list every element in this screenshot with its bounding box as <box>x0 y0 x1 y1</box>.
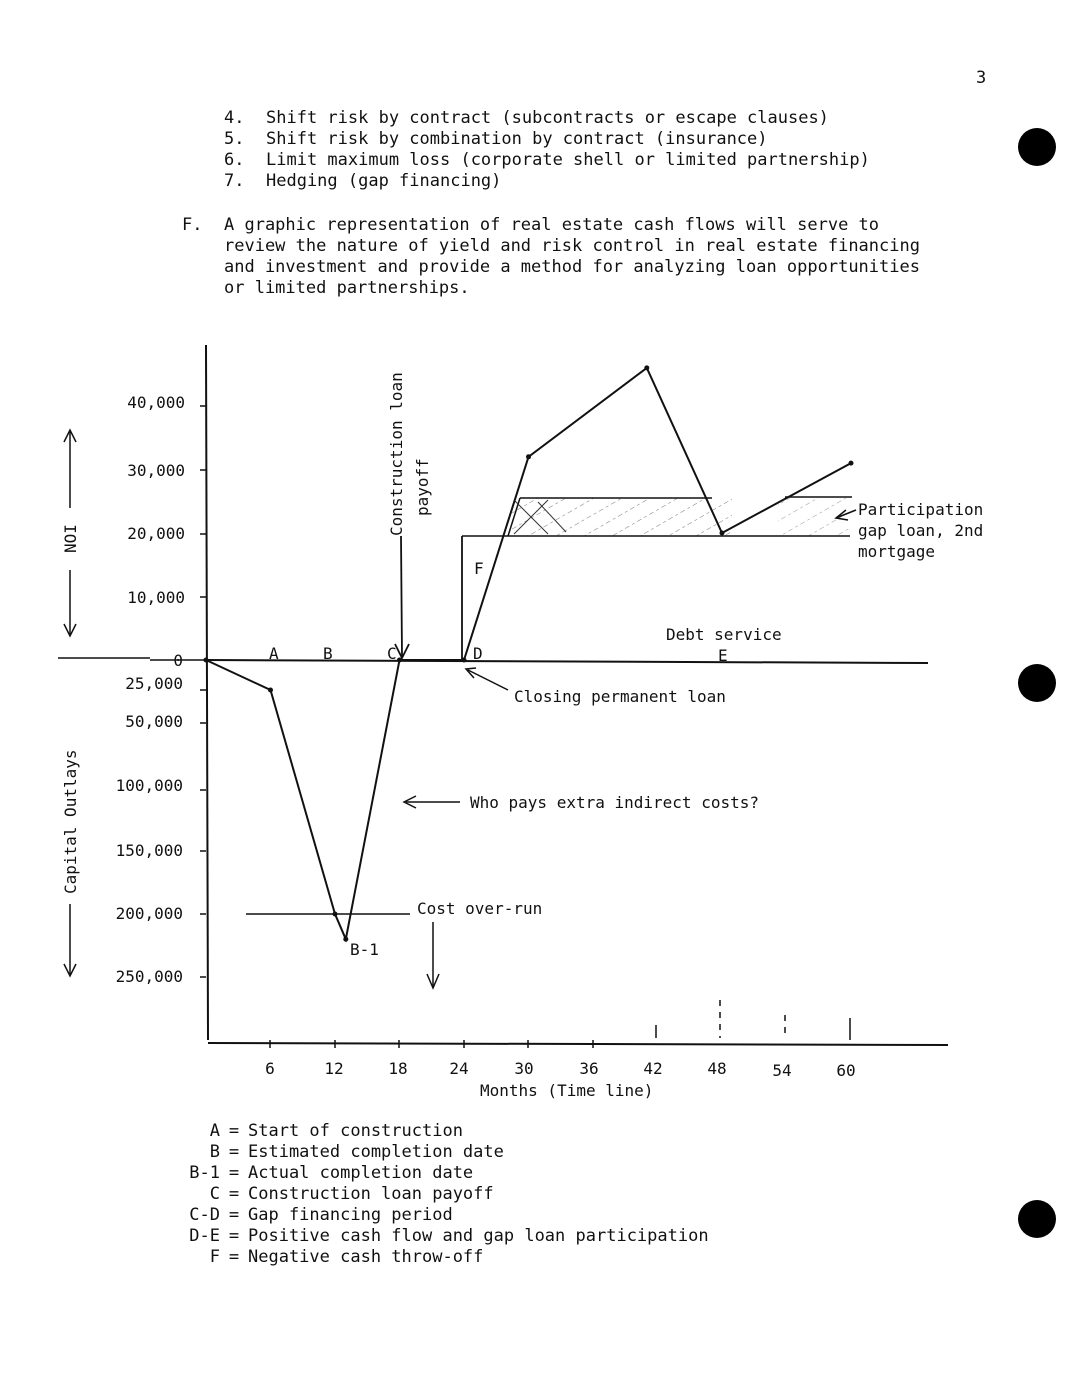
x-tick-label: 18 <box>388 1059 408 1078</box>
y-tick-label: 20,000 <box>127 524 185 543</box>
paragraph-label: F. <box>182 215 203 235</box>
list-num: 5. <box>224 129 245 149</box>
point-label-e: E <box>718 646 728 665</box>
capital-outlays-arrows <box>64 904 76 976</box>
list-num: 6. <box>224 150 245 170</box>
cash-flow-point <box>343 937 348 942</box>
cash-flow-point <box>268 688 273 693</box>
legend-key: C <box>209 1184 220 1204</box>
paragraph-line: review the nature of yield and risk control in real estate financing <box>224 236 920 256</box>
x-tick-label: 24 <box>449 1059 469 1078</box>
y-tick-label: 100,000 <box>115 776 183 795</box>
debt-service-label: Debt service <box>666 625 782 644</box>
legend-row <box>150 1205 453 1226</box>
legend-row <box>150 1121 463 1142</box>
list-item: Hedging (gap financing) <box>266 171 502 191</box>
mortgage-label: mortgage <box>858 542 936 561</box>
list-num: 4. <box>224 108 245 128</box>
legend-key: F <box>209 1247 220 1267</box>
cash-flow-point <box>849 461 854 466</box>
point-label-f: F <box>474 559 484 578</box>
payoff-label: payoff <box>413 458 432 516</box>
paragraph-line: or limited partnerships. <box>224 278 470 298</box>
who-pays-label: Who pays extra indirect costs? <box>470 793 759 812</box>
gap-loan-label: gap loan, 2nd <box>858 521 984 540</box>
cash-flow-point <box>204 658 209 663</box>
legend-text: Negative cash throw-off <box>248 1247 484 1267</box>
point-label-c: C <box>387 644 397 663</box>
paragraph-line: A graphic representation of real estate cash flows will serve to <box>224 215 880 235</box>
legend-key: B-1 <box>189 1163 220 1183</box>
point-label-d: D <box>473 644 483 663</box>
point-label-a: A <box>269 644 279 663</box>
y-tick-label: 250,000 <box>115 967 183 986</box>
closing-label: Closing permanent loan <box>514 687 726 706</box>
legend-eq: = <box>228 1226 240 1246</box>
y-axis <box>206 345 208 1040</box>
point-label-b: B <box>323 644 333 663</box>
legend-row <box>150 1142 504 1163</box>
list-item: Limit maximum loss (corporate shell or limited partnership) <box>266 150 870 170</box>
cash-flow-point <box>644 365 649 370</box>
legend-row <box>150 1226 709 1247</box>
legend-eq: = <box>228 1121 240 1141</box>
legend-text: Actual completion date <box>248 1163 474 1183</box>
legend-text: Gap financing period <box>248 1205 453 1225</box>
cash-flow-point <box>462 658 467 663</box>
x-axis <box>208 1043 948 1045</box>
legend-text: Construction loan payoff <box>248 1184 494 1204</box>
legend-key: C-D <box>189 1205 220 1225</box>
payoff-arrow-line <box>401 536 402 656</box>
list-item: Shift risk by combination by contract (insurance) <box>266 129 768 149</box>
y-tick-label: 40,000 <box>127 393 185 412</box>
x-tick-label: 12 <box>324 1059 344 1078</box>
x-tick-label: 48 <box>707 1059 727 1078</box>
cash-flow-points <box>204 365 854 941</box>
zero-axis <box>206 660 928 663</box>
y-tick-label: 25,000 <box>125 674 183 693</box>
legend-row <box>150 1247 483 1268</box>
legend-eq: = <box>228 1205 240 1225</box>
legend-eq: = <box>228 1142 240 1162</box>
paragraph-line: and investment and provide a method for analyzing loan opportunities <box>224 257 920 277</box>
x-tick-label: 6 <box>265 1059 275 1078</box>
noi-label: NOI <box>61 524 80 553</box>
y-tick-label: 30,000 <box>127 461 185 480</box>
x-axis-label: Months (Time line) <box>480 1081 654 1100</box>
legend-row <box>150 1184 494 1205</box>
legend-key: B <box>209 1142 220 1162</box>
page-number: 3 <box>976 68 987 88</box>
construction-loan-label: Construction loan <box>387 372 406 536</box>
y-tick-label: 200,000 <box>115 904 183 923</box>
cash-flow-point <box>526 454 531 459</box>
closing-pointer <box>468 670 508 690</box>
x-ticks <box>270 1000 850 1048</box>
cash-flow-point <box>720 531 725 536</box>
point-label-b1: B-1 <box>350 940 379 959</box>
cost-overrun-label: Cost over-run <box>417 899 543 918</box>
legend-text: Estimated completion date <box>248 1142 504 1162</box>
y-tick-label: 150,000 <box>115 841 183 860</box>
x-tick-label: 30 <box>514 1059 534 1078</box>
list-num: 7. <box>224 171 245 191</box>
legend-eq: = <box>228 1247 240 1267</box>
legend-text: Positive cash flow and gap loan participation <box>248 1226 709 1246</box>
x-tick-label: 60 <box>836 1061 856 1080</box>
x-tick-label: 36 <box>579 1059 599 1078</box>
y-tick-label: 50,000 <box>125 712 183 731</box>
y-ticks <box>200 406 206 977</box>
y-tick-label: 0 <box>173 651 183 670</box>
legend-eq: = <box>228 1163 240 1183</box>
legend-eq: = <box>228 1184 240 1204</box>
x-tick-label: 42 <box>643 1059 663 1078</box>
legend-key: A <box>209 1121 220 1141</box>
legend-key: D-E <box>189 1226 220 1246</box>
legend-row <box>150 1163 473 1184</box>
list-item: Shift risk by contract (subcontracts or escape clauses) <box>266 108 829 128</box>
legend-text: Start of construction <box>248 1121 463 1141</box>
capital-outlays-label: Capital Outlays <box>61 749 80 894</box>
y-tick-label: 10,000 <box>127 588 185 607</box>
cash-flow-line <box>206 368 851 939</box>
participation-label: Participation <box>858 500 984 519</box>
x-tick-label: 54 <box>772 1061 792 1080</box>
